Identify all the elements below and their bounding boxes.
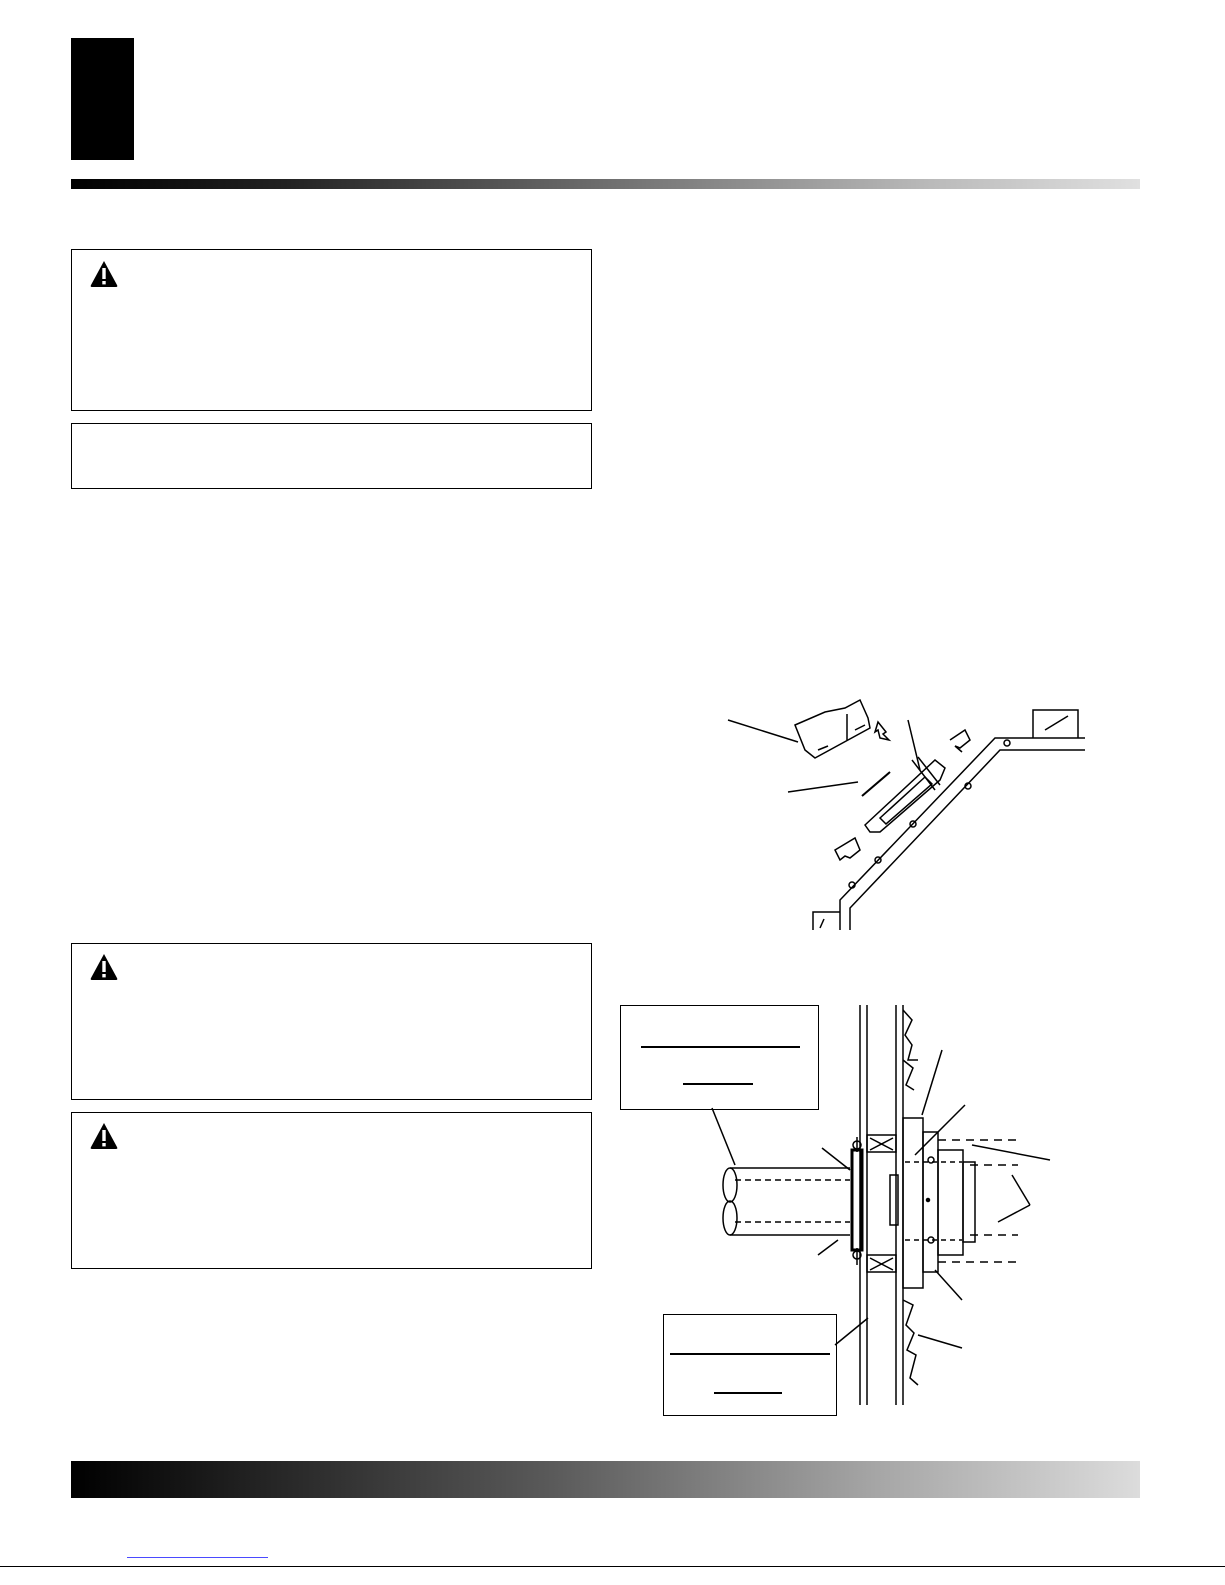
- footer-link-underline[interactable]: [127, 1557, 268, 1558]
- page-bottom-rule: [0, 1566, 1225, 1567]
- warning-box-3: [71, 1112, 592, 1269]
- warning-triangle-icon: [89, 1121, 119, 1151]
- footer-gradient-bar: [71, 1461, 1140, 1498]
- warning-box-1: [71, 249, 592, 411]
- warning-triangle-icon: [89, 952, 119, 982]
- notice-box-1: [71, 423, 592, 489]
- upper-figure-drawing: [700, 700, 1090, 935]
- lower-figure-drawing: [700, 1000, 1060, 1410]
- warning-triangle-icon: [89, 259, 119, 289]
- chapter-tab-block: [71, 38, 134, 160]
- header-gradient-rule: [71, 179, 1140, 189]
- warning-box-2: [71, 943, 592, 1100]
